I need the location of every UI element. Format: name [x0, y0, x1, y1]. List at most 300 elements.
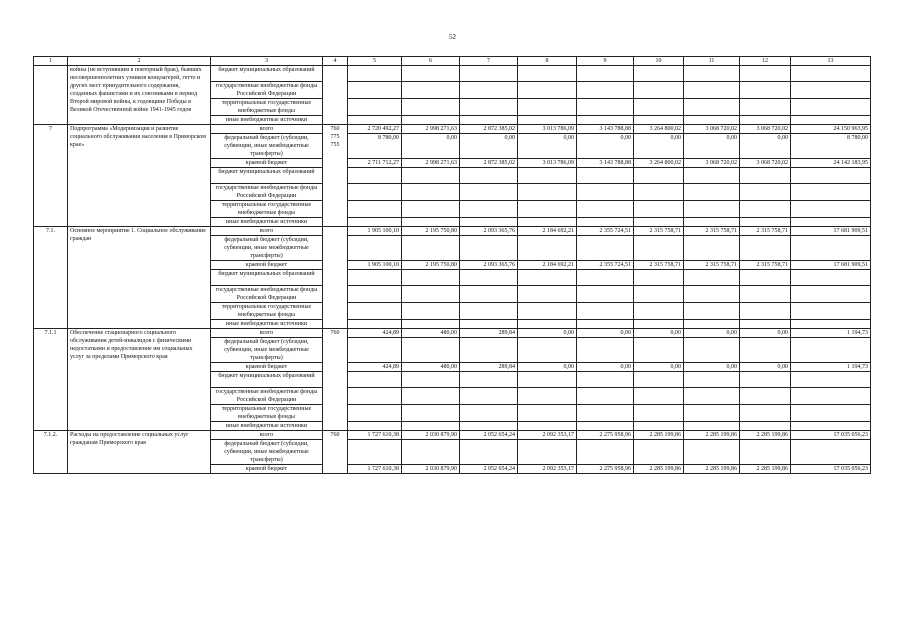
amount-cell	[634, 184, 684, 201]
amount-cell	[791, 303, 871, 320]
amount-cell	[791, 99, 871, 116]
amount-cell	[634, 66, 684, 82]
column-number: 12	[740, 57, 791, 66]
amount-cell: 0,00	[518, 329, 577, 338]
amount-cell	[348, 270, 402, 286]
funding-source: бюджет муниципальных образований	[211, 66, 323, 82]
amount-cell	[684, 66, 740, 82]
amount-cell	[518, 422, 577, 431]
amount-cell	[577, 372, 634, 388]
funding-source: краевой бюджет	[211, 261, 323, 270]
amount-cell	[518, 303, 577, 320]
amount-cell	[791, 422, 871, 431]
amount-cell	[518, 218, 577, 227]
column-number: 3	[211, 57, 323, 66]
amount-cell	[634, 388, 684, 405]
amount-cell	[460, 338, 518, 363]
amount-cell	[460, 82, 518, 99]
funding-source: территориальные государственные внебюджетные фонды	[211, 201, 323, 218]
amount-cell	[518, 99, 577, 116]
amount-cell: 24 142 183,95	[791, 159, 871, 168]
amount-cell	[348, 338, 402, 363]
amount-cell	[577, 236, 634, 261]
amount-cell: 3 068 720,02	[740, 159, 791, 168]
funding-source: территориальные государственные внебюджетные фонды	[211, 99, 323, 116]
amount-cell: 0,00	[634, 363, 684, 372]
amount-cell: 1 727 610,38	[348, 465, 402, 474]
amount-cell	[460, 303, 518, 320]
amount-cell	[791, 218, 871, 227]
table-row	[34, 227, 871, 236]
amount-cell	[791, 82, 871, 99]
column-number: 11	[684, 57, 740, 66]
amount-cell	[518, 338, 577, 363]
amount-cell: 3 264 800,02	[634, 159, 684, 168]
column-number: 2	[68, 57, 211, 66]
funding-source: государственные внебюджетные фонды Российской Федерации	[211, 286, 323, 303]
amount-cell: 2 184 692,21	[518, 227, 577, 236]
amount-cell	[460, 201, 518, 218]
amount-cell	[791, 440, 871, 465]
amount-cell	[791, 236, 871, 261]
amount-cell	[348, 320, 402, 329]
amount-cell	[348, 184, 402, 201]
amount-cell	[402, 116, 460, 125]
amount-cell	[402, 338, 460, 363]
amount-cell: 2 195 750,80	[402, 227, 460, 236]
amount-cell	[577, 218, 634, 227]
amount-cell	[402, 422, 460, 431]
amount-cell: 2 184 692,21	[518, 261, 577, 270]
amount-cell	[684, 99, 740, 116]
amount-cell: 0,00	[740, 363, 791, 372]
funding-source: всего	[211, 329, 323, 338]
amount-cell: 2 093 365,76	[460, 227, 518, 236]
amount-cell: 2 285 199,86	[634, 431, 684, 440]
amount-cell	[791, 405, 871, 422]
amount-cell	[740, 338, 791, 363]
amount-cell	[460, 99, 518, 116]
amount-cell	[518, 405, 577, 422]
amount-cell	[740, 66, 791, 82]
amount-cell	[684, 236, 740, 261]
table-row	[34, 329, 871, 338]
amount-cell	[402, 168, 460, 184]
amount-cell: 480,00	[402, 329, 460, 338]
amount-cell	[518, 201, 577, 218]
amount-cell	[740, 270, 791, 286]
amount-cell: 3 264 800,02	[634, 125, 684, 134]
item-name: войны (не вступившим в повторный брак), бывших несовершеннолетних узников концлагерей, гетто и других мест принудительного содержания, созданных фашистами и их союзниками в период Второй мировой войны, к годовщине Победы в Великой Отечественной войне 1941-1945 годов	[68, 66, 211, 125]
amount-cell	[577, 116, 634, 125]
amount-cell: 8 780,00	[791, 134, 871, 159]
amount-cell: 3 143 788,88	[577, 159, 634, 168]
amount-cell: 2 315 758,71	[740, 261, 791, 270]
amount-cell	[740, 82, 791, 99]
amount-cell	[402, 320, 460, 329]
amount-cell: 0,00	[740, 329, 791, 338]
amount-cell: 3 013 786,09	[518, 159, 577, 168]
amount-cell: 1 194,73	[791, 329, 871, 338]
funding-source: бюджет муниципальных образований	[211, 270, 323, 286]
amount-cell	[518, 168, 577, 184]
amount-cell	[402, 236, 460, 261]
amount-cell: 2 052 654,24	[460, 431, 518, 440]
amount-cell: 2 092 353,17	[518, 431, 577, 440]
amount-cell	[791, 184, 871, 201]
amount-cell	[577, 440, 634, 465]
amount-cell: 0,00	[577, 134, 634, 159]
amount-cell	[348, 82, 402, 99]
amount-cell	[348, 372, 402, 388]
amount-cell	[348, 218, 402, 227]
amount-cell: 0,00	[684, 134, 740, 159]
amount-cell: 2 093 365,76	[460, 261, 518, 270]
amount-cell: 424,89	[348, 363, 402, 372]
amount-cell	[460, 422, 518, 431]
amount-cell: 2 285 199,86	[740, 431, 791, 440]
amount-cell	[791, 116, 871, 125]
page-number: 52	[449, 33, 456, 41]
amount-cell	[402, 201, 460, 218]
column-number: 1	[34, 57, 68, 66]
amount-cell: 17 035 056,23	[791, 465, 871, 474]
amount-cell	[460, 286, 518, 303]
amount-cell	[634, 286, 684, 303]
column-number: 7	[460, 57, 518, 66]
amount-cell	[402, 372, 460, 388]
amount-cell	[577, 286, 634, 303]
funding-source: бюджет муниципальных образований	[211, 168, 323, 184]
amount-cell: 424,89	[348, 329, 402, 338]
amount-cell: 1 905 100,10	[348, 261, 402, 270]
amount-cell	[634, 303, 684, 320]
amount-cell	[684, 303, 740, 320]
column-number-row	[34, 57, 871, 66]
amount-cell	[634, 422, 684, 431]
item-number: 7.1.	[34, 227, 68, 329]
amount-cell	[634, 218, 684, 227]
amount-cell	[791, 320, 871, 329]
funding-source: всего	[211, 125, 323, 134]
amount-cell	[684, 168, 740, 184]
budget-codes: 760	[323, 431, 348, 474]
amount-cell: 0,00	[684, 329, 740, 338]
amount-cell	[348, 405, 402, 422]
amount-cell	[348, 168, 402, 184]
funding-source: федеральный бюджет (субсидии, субвенции, иные межбюджетные трансферты)	[211, 338, 323, 363]
amount-cell: 2 030 879,90	[402, 431, 460, 440]
amount-cell: 0,00	[518, 134, 577, 159]
amount-cell	[460, 372, 518, 388]
budget-codes	[323, 227, 348, 329]
amount-cell	[348, 440, 402, 465]
column-number: 4	[323, 57, 348, 66]
amount-cell	[634, 82, 684, 99]
amount-cell: 1 905 100,10	[348, 227, 402, 236]
amount-cell	[684, 116, 740, 125]
amount-cell	[460, 236, 518, 261]
funding-source: бюджет муниципальных образований	[211, 372, 323, 388]
amount-cell	[577, 388, 634, 405]
amount-cell	[634, 372, 684, 388]
amount-cell: 2 872 385,02	[460, 159, 518, 168]
amount-cell: 0,00	[577, 363, 634, 372]
amount-cell	[791, 338, 871, 363]
amount-cell: 0,00	[740, 134, 791, 159]
amount-cell	[577, 422, 634, 431]
amount-cell	[791, 66, 871, 82]
funding-source: государственные внебюджетные фонды Российской Федерации	[211, 388, 323, 405]
amount-cell: 0,00	[460, 134, 518, 159]
amount-cell: 289,84	[460, 329, 518, 338]
amount-cell: 3 068 720,02	[684, 159, 740, 168]
amount-cell: 24 150 963,95	[791, 125, 871, 134]
amount-cell	[634, 201, 684, 218]
item-number: 7.1.2.	[34, 431, 68, 474]
amount-cell	[402, 303, 460, 320]
amount-cell	[791, 286, 871, 303]
amount-cell	[577, 270, 634, 286]
item-number: 7.1.1	[34, 329, 68, 431]
funding-source: федеральный бюджет (субсидии, субвенции, иные межбюджетные трансферты)	[211, 440, 323, 465]
amount-cell: 480,00	[402, 363, 460, 372]
column-number: 6	[402, 57, 460, 66]
amount-cell: 2 315 758,71	[634, 227, 684, 236]
amount-cell	[791, 372, 871, 388]
amount-cell	[740, 168, 791, 184]
amount-cell	[684, 184, 740, 201]
amount-cell	[791, 201, 871, 218]
amount-cell: 2 195 750,80	[402, 261, 460, 270]
funding-source: иные внебюджетные источники	[211, 218, 323, 227]
amount-cell	[460, 116, 518, 125]
funding-source: территориальные государственные внебюджетные фонды	[211, 405, 323, 422]
amount-cell	[740, 236, 791, 261]
amount-cell: 17 035 056,23	[791, 431, 871, 440]
amount-cell	[684, 338, 740, 363]
column-number: 10	[634, 57, 684, 66]
amount-cell	[791, 270, 871, 286]
amount-cell	[348, 286, 402, 303]
amount-cell	[740, 303, 791, 320]
amount-cell	[402, 82, 460, 99]
amount-cell	[740, 218, 791, 227]
amount-cell: 2 872 385,02	[460, 125, 518, 134]
funding-source: краевой бюджет	[211, 159, 323, 168]
amount-cell	[684, 286, 740, 303]
amount-cell	[740, 440, 791, 465]
amount-cell	[634, 440, 684, 465]
amount-cell	[740, 99, 791, 116]
amount-cell: 2 315 758,71	[740, 227, 791, 236]
amount-cell	[740, 405, 791, 422]
amount-cell	[740, 388, 791, 405]
funding-source: федеральный бюджет (субсидии, субвенции, иные межбюджетные трансферты)	[211, 134, 323, 159]
amount-cell	[518, 440, 577, 465]
amount-cell	[518, 82, 577, 99]
amount-cell: 2 998 271,63	[402, 125, 460, 134]
amount-cell	[348, 116, 402, 125]
amount-cell	[577, 184, 634, 201]
amount-cell: 17 681 909,51	[791, 261, 871, 270]
funding-source: всего	[211, 227, 323, 236]
amount-cell	[402, 66, 460, 82]
amount-cell: 3 068 720,02	[684, 125, 740, 134]
table-row	[34, 431, 871, 440]
funding-source: краевой бюджет	[211, 363, 323, 372]
amount-cell	[402, 99, 460, 116]
funding-source: краевой бюджет	[211, 465, 323, 474]
amount-cell: 8 780,00	[348, 134, 402, 159]
amount-cell: 2 711 712,27	[348, 159, 402, 168]
amount-cell: 2 355 724,51	[577, 261, 634, 270]
amount-cell: 2 315 758,71	[684, 261, 740, 270]
item-name: Основное мероприятие 1. Социальное обслуживание граждан	[68, 227, 211, 329]
amount-cell	[634, 338, 684, 363]
amount-cell	[577, 338, 634, 363]
amount-cell	[684, 201, 740, 218]
amount-cell	[460, 168, 518, 184]
amount-cell	[518, 270, 577, 286]
amount-cell	[634, 168, 684, 184]
amount-cell	[402, 440, 460, 465]
amount-cell	[634, 405, 684, 422]
amount-cell	[348, 422, 402, 431]
amount-cell	[740, 286, 791, 303]
budget-codes: 760 775 755	[323, 125, 348, 227]
amount-cell	[684, 218, 740, 227]
amount-cell	[577, 405, 634, 422]
amount-cell	[791, 388, 871, 405]
amount-cell	[577, 201, 634, 218]
amount-cell: 0,00	[634, 134, 684, 159]
amount-cell	[402, 388, 460, 405]
amount-cell	[518, 372, 577, 388]
amount-cell	[460, 320, 518, 329]
amount-cell	[740, 184, 791, 201]
amount-cell	[348, 388, 402, 405]
amount-cell	[460, 440, 518, 465]
amount-cell	[402, 218, 460, 227]
amount-cell	[577, 66, 634, 82]
amount-cell	[634, 99, 684, 116]
column-number: 9	[577, 57, 634, 66]
amount-cell	[402, 286, 460, 303]
amount-cell: 2 285 199,86	[684, 465, 740, 474]
item-name: Обеспечение стационарного социального обслуживания детей-инвалидов с физическими недостатками и предоставление им социальных услуг за пределами Приморского края	[68, 329, 211, 431]
amount-cell	[577, 82, 634, 99]
amount-cell: 2 030 879,90	[402, 465, 460, 474]
amount-cell	[348, 66, 402, 82]
amount-cell	[634, 270, 684, 286]
amount-cell: 1 194,73	[791, 363, 871, 372]
amount-cell	[348, 201, 402, 218]
amount-cell: 2 355 724,51	[577, 227, 634, 236]
amount-cell	[684, 422, 740, 431]
amount-cell	[684, 372, 740, 388]
amount-cell	[740, 372, 791, 388]
amount-cell	[460, 184, 518, 201]
amount-cell	[460, 405, 518, 422]
amount-cell	[634, 116, 684, 125]
amount-cell: 2 285 199,86	[684, 431, 740, 440]
amount-cell: 2 998 271,63	[402, 159, 460, 168]
amount-cell: 2 052 654,24	[460, 465, 518, 474]
amount-cell	[348, 236, 402, 261]
funding-source: иные внебюджетные источники	[211, 116, 323, 125]
amount-cell	[577, 168, 634, 184]
amount-cell: 2 285 199,86	[634, 465, 684, 474]
amount-cell: 2 720 492,27	[348, 125, 402, 134]
column-number: 8	[518, 57, 577, 66]
amount-cell	[518, 184, 577, 201]
amount-cell	[684, 440, 740, 465]
item-name: Подпрограмма «Модернизация и развитие социального обслуживания населения в Приморском крае»	[68, 125, 211, 227]
table-row	[34, 66, 871, 82]
amount-cell: 2 275 958,96	[577, 465, 634, 474]
funding-source: иные внебюджетные источники	[211, 320, 323, 329]
amount-cell	[577, 303, 634, 320]
amount-cell	[634, 320, 684, 329]
column-number: 5	[348, 57, 402, 66]
amount-cell	[740, 201, 791, 218]
amount-cell	[740, 320, 791, 329]
amount-cell	[684, 82, 740, 99]
amount-cell: 3 013 786,09	[518, 125, 577, 134]
amount-cell: 0,00	[518, 363, 577, 372]
amount-cell	[634, 236, 684, 261]
amount-cell	[740, 422, 791, 431]
amount-cell	[518, 320, 577, 329]
amount-cell	[460, 218, 518, 227]
amount-cell	[518, 116, 577, 125]
amount-cell	[518, 286, 577, 303]
amount-cell: 0,00	[684, 363, 740, 372]
amount-cell	[740, 116, 791, 125]
amount-cell: 2 315 758,71	[684, 227, 740, 236]
funding-source: иные внебюджетные источники	[211, 422, 323, 431]
amount-cell: 289,84	[460, 363, 518, 372]
amount-cell	[684, 320, 740, 329]
budget-codes: 760	[323, 329, 348, 431]
amount-cell	[402, 184, 460, 201]
amount-cell	[518, 66, 577, 82]
column-number: 13	[791, 57, 871, 66]
funding-source: всего	[211, 431, 323, 440]
amount-cell	[460, 270, 518, 286]
amount-cell: 3 143 788,88	[577, 125, 634, 134]
amount-cell	[348, 99, 402, 116]
amount-cell	[684, 388, 740, 405]
amount-cell	[518, 236, 577, 261]
item-number: 7	[34, 125, 68, 227]
amount-cell: 17 681 909,51	[791, 227, 871, 236]
amount-cell	[402, 405, 460, 422]
funding-source: территориальные государственные внебюджетные фонды	[211, 303, 323, 320]
amount-cell	[460, 66, 518, 82]
amount-cell: 0,00	[577, 329, 634, 338]
budget-codes	[323, 66, 348, 125]
budget-table	[33, 56, 871, 474]
amount-cell	[577, 320, 634, 329]
table-row	[34, 125, 871, 134]
amount-cell	[402, 270, 460, 286]
funding-source: федеральный бюджет (субсидии, субвенции, иные межбюджетные трансферты)	[211, 236, 323, 261]
amount-cell	[791, 168, 871, 184]
amount-cell	[684, 270, 740, 286]
amount-cell: 0,00	[634, 329, 684, 338]
